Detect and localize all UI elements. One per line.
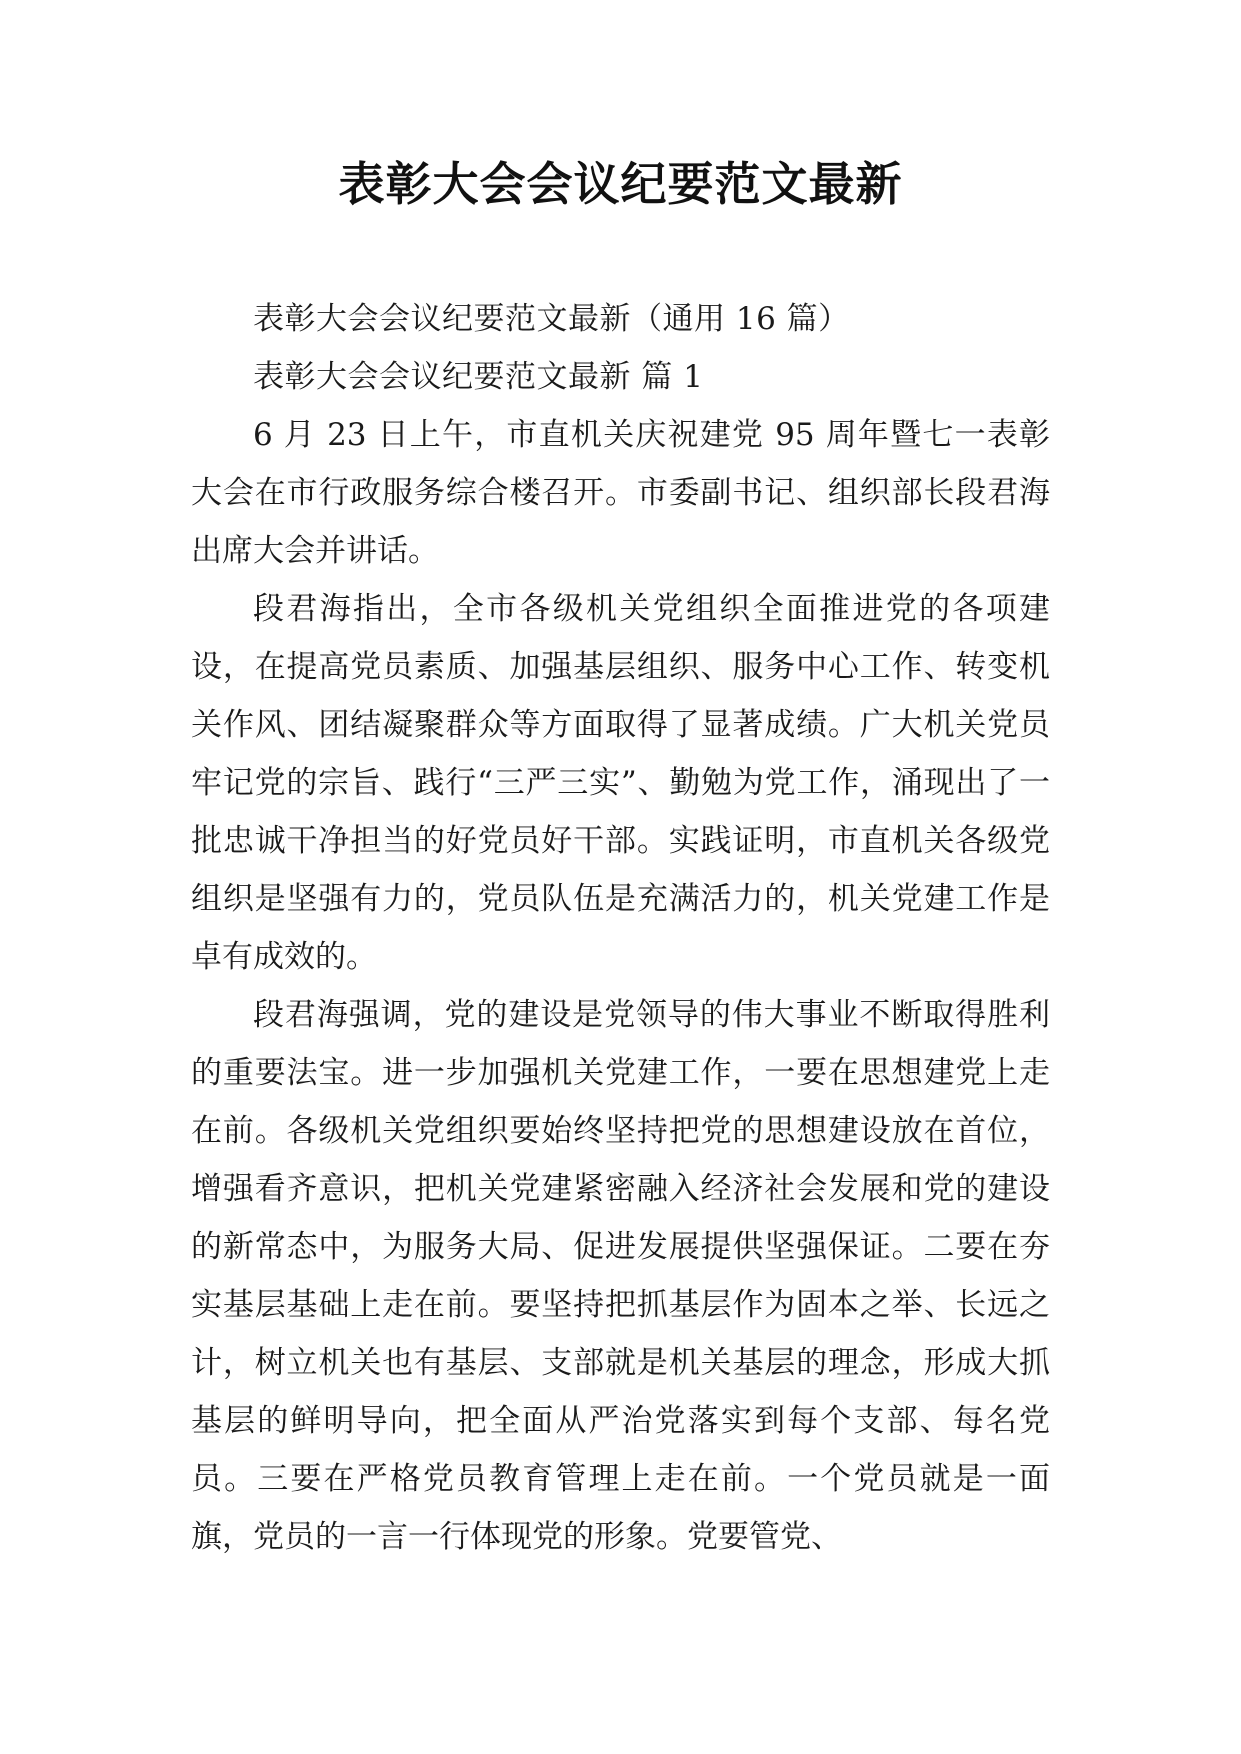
document-body [191,290,1050,1566]
body-paragraph: 6 月 23 日上午，市直机关庆祝建党 95 周年暨七一表彰大会在市行政服务综合楼召开。市委副书记、组织部长段君海出席大会并讲话。 [191,417,1050,569]
document-subtitle: 表彰大会会议纪要范文最新（通用 16 篇） [253,301,850,337]
body-paragraph: 段君海指出，全市各级机关党组织全面推进党的各项建设，在提高党员素质、加强基层组织、服务中心工作、转变机关作风、团结凝聚群众等方面取得了显著成绩。广大机关党员牢记党的宗旨、践行“三严三实”、勤勉为党工作，涌现出了一批忠诚干净担当的好党员好干部。实践证明，市直机关各级党组织是坚强有力的，党员队伍是充满活力的，机关党建工作是卓有成效的。 [191,591,1050,975]
document-title: 表彰大会会议纪要范文最新 [338,157,903,211]
body-paragraph: 段君海强调，党的建设是党领导的伟大事业不断取得胜利的重要法宝。进一步加强机关党建工作，一要在思想建党上走在前。各级机关党组织要始终坚持把党的思想建设放在首位，增强看齐意识，把机关党建紧密融入经济社会发展和党的建设的新常态中，为服务大局、促进发展提供坚强保证。二要在夯实基层基础上走在前。要坚持把抓基层作为固本之举、长远之计，树立机关也有基层、支部就是机关基层的理念，形成大抓基层的鲜明导向，把全面从严治党落实到每个支部、每名党员。三要在严格党员教育管理上走在前。一个党员就是一面旗，党员的一言一行体现党的形象。党要管党、 [191,997,1050,1555]
section-heading: 表彰大会会议纪要范文最新 篇 1 [253,359,704,395]
